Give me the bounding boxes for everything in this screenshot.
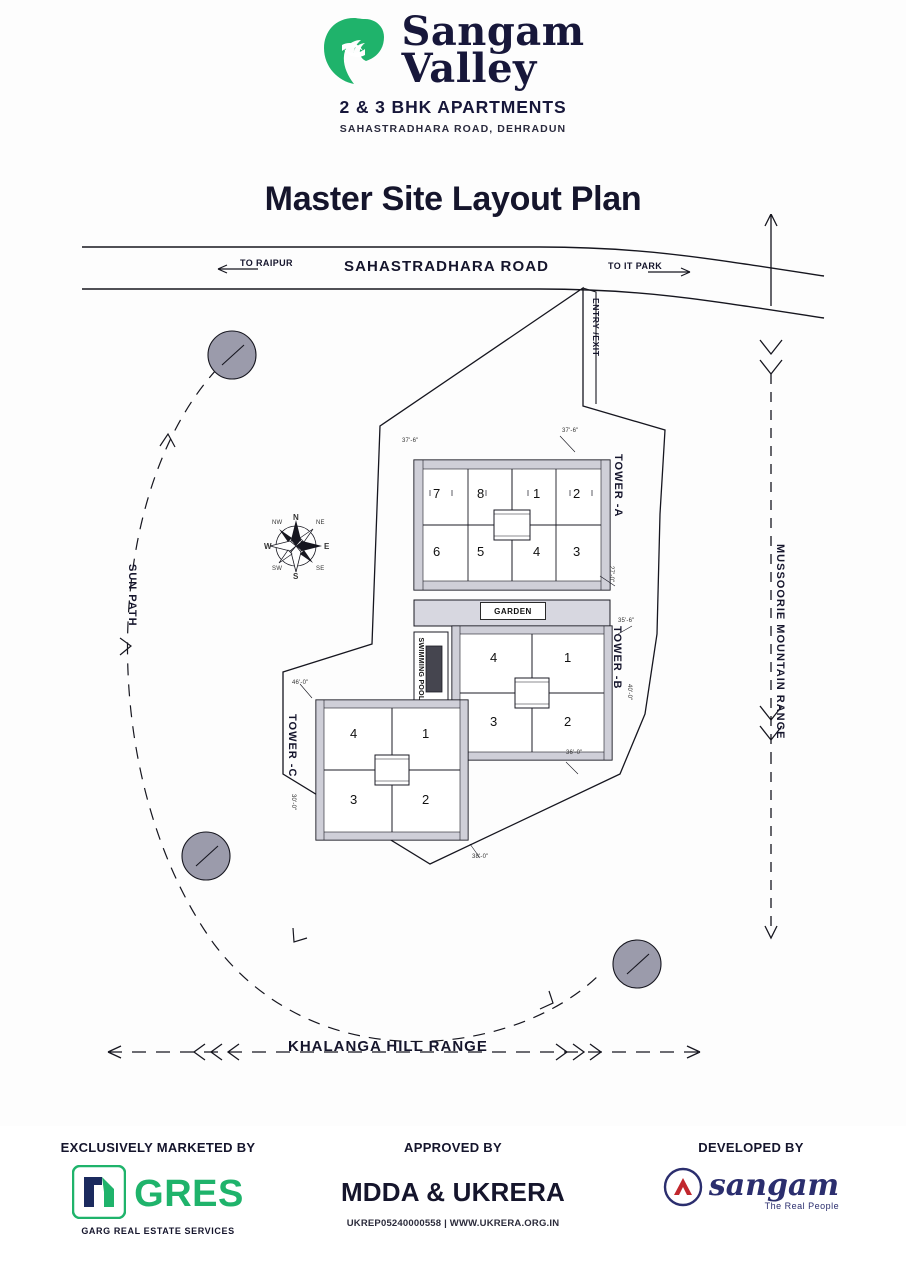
mussoorie-range-label: MUSSOORIE MOUNTAIN RANGE (774, 544, 786, 740)
sangam-leaf-logo-icon (321, 15, 387, 87)
compass-w: W (264, 542, 272, 551)
compass-sw: SW (272, 566, 283, 572)
rera-registration: UKREP05240000558 | WWW.UKRERA.ORG.IN (346, 1218, 560, 1229)
dimension-2: 37'-6" (402, 438, 419, 444)
developer-logo (620, 1167, 882, 1212)
road-direction-right: TO IT PARK (608, 261, 663, 271)
footer-developed-by (620, 1140, 882, 1212)
compass-s: S (293, 572, 299, 581)
unit-a-5: 5 (477, 544, 485, 559)
compass-se: SE (316, 566, 325, 572)
unit-a-1: 1 (533, 486, 541, 501)
unit-c-4: 4 (350, 726, 358, 741)
compass-ne: NE (316, 520, 325, 526)
brand-name-line1: Sangam (401, 8, 585, 55)
unit-b-2: 2 (564, 714, 572, 729)
khalanga-range-label: KHALANGA HILL RANGE (288, 1038, 488, 1055)
tower-c-label: TOWER -C (286, 714, 298, 778)
unit-b-4: 4 (490, 650, 498, 665)
sun-path-label: SUN PATH (126, 564, 138, 627)
dimension-7: 30'-0" (290, 794, 296, 811)
gres-tagline: GARG REAL ESTATE SERVICES (81, 1226, 235, 1236)
dimension-6: 46'-0" (292, 680, 309, 686)
unit-a-4: 4 (533, 544, 541, 559)
brand-row (321, 8, 585, 92)
dimension-3: 27'-0" (608, 566, 614, 583)
road-direction-left: TO RAIPUR (240, 258, 293, 268)
unit-b-1: 1 (564, 650, 572, 665)
sangam-developer-mark-icon (663, 1167, 703, 1212)
brand-subtitle: 2 & 3 BHK APARTMENTS (339, 96, 567, 117)
developer-tagline: The Real People (764, 1201, 840, 1211)
unit-a-8: 8 (477, 486, 485, 501)
page-title: Master Site Layout Plan (264, 180, 642, 218)
site-plan-canvas (0, 214, 906, 1114)
dimension-4: 35'-6" (618, 618, 635, 624)
site-plan-drawing (0, 214, 906, 1114)
compass-e: E (324, 542, 330, 551)
unit-a-2: 2 (573, 486, 581, 501)
marketed-by-caption: EXCLUSIVELY MARKETED BY (60, 1140, 256, 1155)
road-name-label: SAHASTRADHARA ROAD (344, 258, 550, 275)
footer-marketed-by (28, 1140, 288, 1236)
unit-b-3: 3 (490, 714, 498, 729)
dimension-9: 38'-0" (472, 854, 489, 860)
gres-logo (28, 1165, 288, 1224)
tower-a-label: TOWER -A (612, 454, 624, 518)
garden-label: GARDEN (480, 602, 546, 620)
dimension-5: 40'-0" (626, 684, 632, 701)
dimension-8: 36'-0" (566, 750, 583, 756)
dimension-1: 37'-6" (562, 428, 579, 434)
swimming-pool-label: SWIMMING POOL (417, 637, 424, 701)
brand-name-line2: Valley (401, 44, 537, 92)
approved-by-value: MDDA & UKRERA (340, 1177, 566, 1207)
brand-header (0, 8, 906, 135)
developer-wordmark: sangam (708, 1168, 840, 1203)
footer (0, 1126, 906, 1280)
tower-b-label: TOWER -B (611, 626, 623, 690)
compass-n: N (293, 513, 299, 522)
approved-by-caption: APPROVED BY (404, 1140, 502, 1155)
unit-a-3: 3 (573, 544, 581, 559)
gres-mark-icon (72, 1165, 126, 1224)
entry-exit-label: ENTRY /EXIT (591, 298, 601, 357)
gres-wordmark: GRES (134, 1173, 244, 1215)
unit-a-7: 7 (433, 486, 441, 501)
unit-a-6: 6 (433, 544, 441, 559)
unit-c-3: 3 (350, 792, 358, 807)
unit-c-1: 1 (422, 726, 430, 741)
unit-c-2: 2 (422, 792, 430, 807)
brand-wordmark (401, 8, 585, 92)
compass-nw: NW (272, 520, 283, 526)
developed-by-caption: DEVELOPED BY (698, 1140, 804, 1155)
footer-approved-by (300, 1140, 606, 1229)
brand-location: SAHASTRADHARA ROAD, DEHRADUN (339, 122, 567, 135)
